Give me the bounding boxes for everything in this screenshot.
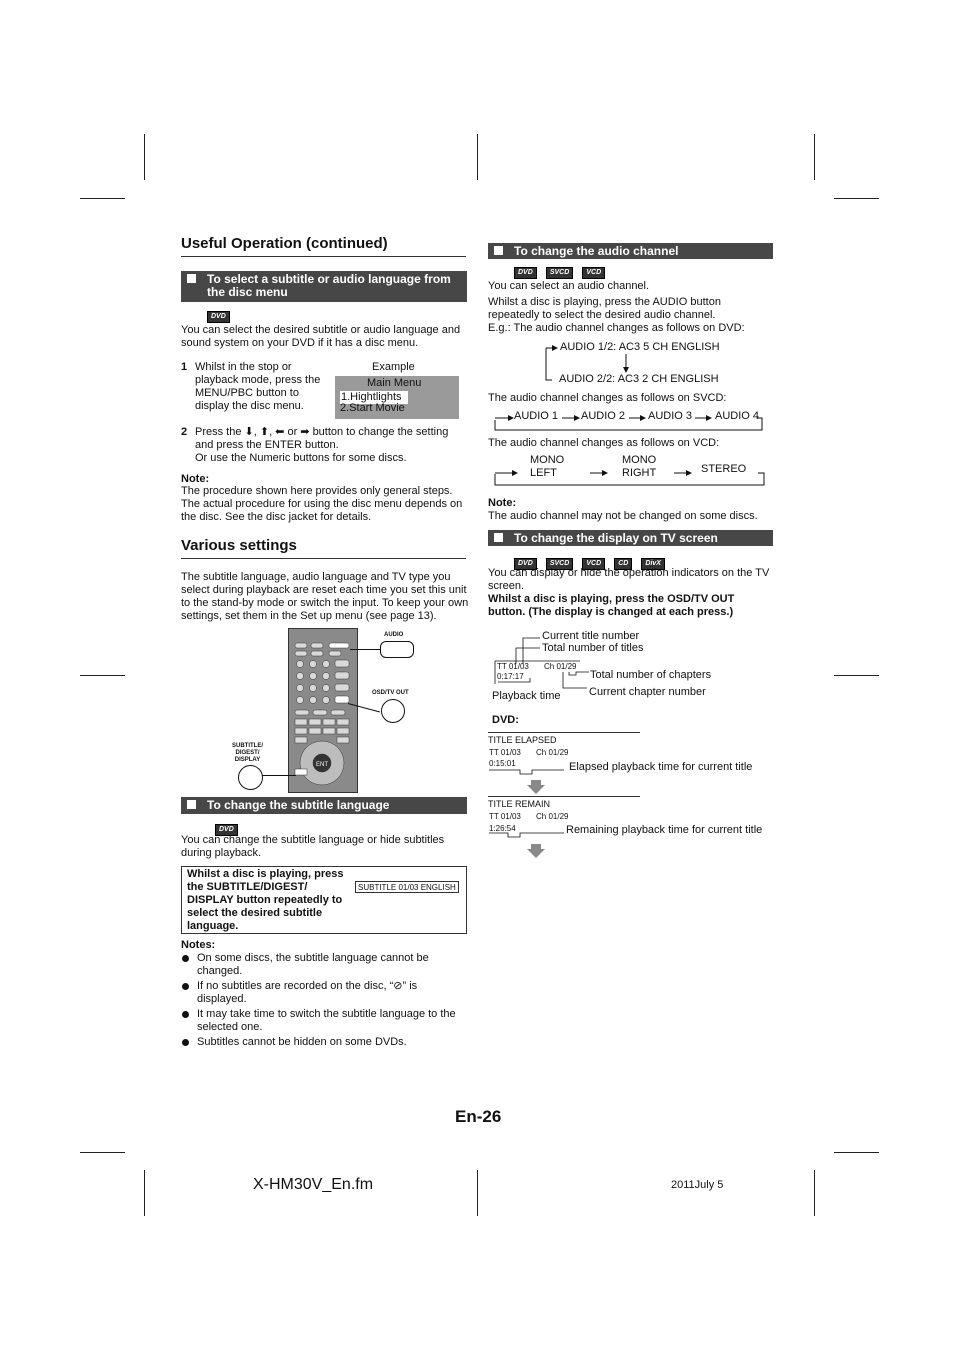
- text-line: You can select the desired subtitle or audio language and: [181, 324, 461, 336]
- label-current-chapter: Current chapter number: [589, 686, 706, 698]
- note-label: Note:: [181, 473, 210, 485]
- dvd-label: DVD:: [492, 714, 519, 726]
- divider: [181, 558, 466, 559]
- various-settings-title: Various settings: [181, 537, 297, 554]
- text-line: Whilst a disc is playing, press the AUDIO button: [488, 296, 721, 308]
- remote-buttons-graphic: [289, 629, 357, 792]
- callout-line: [350, 649, 380, 650]
- vcd-stereo: STEREO: [701, 463, 747, 475]
- subtitle-intro: [181, 834, 471, 860]
- bar-line: the disc menu: [207, 285, 288, 299]
- osd-tt-readout: TT 01/03: [497, 662, 529, 671]
- vcd-badge: VCD: [582, 558, 605, 570]
- text-line: settings, set them in the Set up menu (see page 13).: [181, 610, 437, 622]
- remote-control-illustration: [288, 628, 358, 793]
- text-line: the SUBTITLE/DIGEST/: [187, 881, 308, 893]
- text-line: sound system on your DVD if it has a disc menu.: [181, 337, 419, 349]
- elapsed-ch: Ch 01/29: [536, 748, 569, 757]
- text-line: You can select an audio channel.: [488, 280, 650, 292]
- arrow-stem: [531, 780, 541, 786]
- elapsed-title: TITLE ELAPSED: [488, 735, 557, 745]
- svcd-audio-1: AUDIO 1: [514, 410, 559, 422]
- list-item: It may take time to switch the subtitle language to the selected one.: [181, 1008, 471, 1034]
- osd-time-readout: 0:17:17: [497, 672, 524, 681]
- text-line: the disc. See the disc jacket for details.: [181, 511, 372, 523]
- square-icon: [494, 246, 503, 255]
- elapsed-callout-line: [488, 764, 568, 778]
- dvd-badge: DVD: [207, 311, 230, 323]
- crop-mark: [834, 675, 879, 676]
- display-instruction: [488, 593, 778, 619]
- display-intro: [488, 567, 778, 593]
- text-line: button. (The display is changed at each press.): [488, 606, 734, 618]
- crop-mark: [834, 198, 879, 199]
- crop-mark: [814, 1170, 815, 1216]
- footer-date: 2011July 5: [671, 1179, 724, 1191]
- elapsed-time: 0:15:01: [489, 759, 516, 768]
- divider: [488, 796, 640, 797]
- subtitle-instruction-box: [181, 866, 467, 934]
- list-item: Subtitles cannot be hidden on some DVDs.: [181, 1036, 471, 1049]
- label-playback-time: Playback time: [492, 690, 561, 702]
- arrow-down-icon: [527, 785, 545, 794]
- vcd-intro: The audio channel changes as follows on VCD:: [488, 437, 720, 449]
- divider: [181, 256, 466, 257]
- example-label: Example: [372, 361, 415, 373]
- dvd-audio-flow-arrows: [540, 340, 640, 385]
- subtitle-button-callout: [238, 765, 263, 790]
- divider: [488, 732, 640, 733]
- list-item: If no subtitles are recorded on the disc, “⊘” is displayed.: [181, 980, 471, 1006]
- audio-callout-label: AUDIO: [384, 632, 404, 638]
- remain-desc: Remaining playback time for current title: [566, 824, 763, 836]
- crop-mark: [477, 1170, 478, 1216]
- osd-button-callout: [381, 699, 405, 723]
- svcd-audio-2: AUDIO 2: [581, 410, 626, 422]
- text-line: Or use the Numeric buttons for some discs.: [195, 452, 407, 464]
- square-icon: [187, 274, 196, 283]
- text-line: E.g.: The audio channel changes as follows on DVD:: [488, 322, 745, 334]
- text-line: during playback.: [181, 847, 262, 859]
- step-1-text: [195, 361, 335, 413]
- disc-badges: [207, 309, 236, 323]
- svcd-flow-arrows: [492, 408, 767, 433]
- crop-mark: [144, 1170, 145, 1216]
- text-line: MONO: [622, 454, 657, 466]
- text-line: language.: [187, 920, 239, 932]
- remain-callout-line: [488, 827, 568, 841]
- note-text: The audio channel may not be changed on some discs.: [488, 510, 758, 522]
- text-line: LEFT: [530, 467, 557, 479]
- crop-mark: [80, 675, 125, 676]
- step-number: 1: [181, 361, 188, 373]
- remain-time: 1:26:54: [489, 824, 516, 833]
- text-line: Press the ⬇, ⬆, ⬅ or ➡ button to change the setting: [195, 426, 449, 438]
- remain-title: TITLE REMAIN: [488, 799, 551, 809]
- elapsed-tt: TT 01/03: [489, 748, 521, 757]
- crop-mark: [834, 1152, 879, 1153]
- disc-menu-intro: [181, 324, 471, 350]
- page-number: En-26: [455, 1107, 502, 1126]
- text-line: select during playback are reset each time you set this unit: [181, 584, 467, 596]
- square-icon: [494, 533, 503, 542]
- subtitle-osd-display: SUBTITLE 01/03 ENGLISH: [355, 881, 459, 893]
- bar-label: To change the display on TV screen: [514, 531, 718, 545]
- step-number: 2: [181, 426, 188, 438]
- remain-ch: Ch 01/29: [536, 812, 569, 821]
- text-line: display the disc menu.: [195, 400, 304, 412]
- text-line: playback mode, press the: [195, 374, 321, 386]
- arrow-down-icon: [527, 849, 545, 858]
- dvd-badge: DVD: [215, 824, 238, 836]
- text-line: Whilst a disc is playing, press: [187, 868, 344, 880]
- section-bar-disc-menu: [181, 271, 467, 302]
- step-2-text: [195, 426, 470, 465]
- text-line: The actual procedure for using the disc menu depends on: [181, 498, 463, 510]
- dvd-badge: DVD: [514, 558, 537, 570]
- elapsed-desc: Elapsed playback time for current title: [569, 761, 753, 773]
- svcd-audio-4: AUDIO 4: [715, 410, 760, 422]
- notes-list: [181, 952, 471, 1051]
- text-line: You can change the subtitle language or hide subtitles: [181, 834, 445, 846]
- audio-badges: [514, 265, 611, 279]
- section-title: Useful Operation (continued): [181, 235, 388, 252]
- osd-callout-lines: [490, 634, 600, 694]
- menu-item: 2.Start Movie: [340, 402, 405, 414]
- section-bar-display: [488, 530, 773, 546]
- text-line: repeatedly to select the desired audio channel.: [488, 309, 716, 321]
- text-line: You can display or hide the operation indicators on the TV: [488, 567, 770, 579]
- text-line: DISPLAY: [234, 757, 261, 763]
- dvd-badge: DVD: [514, 267, 537, 279]
- notes-label: Notes:: [181, 939, 216, 951]
- text-line: MENU/PBC button to: [195, 387, 299, 399]
- text-line: DISPLAY button repeatedly to: [187, 894, 343, 906]
- audio-button-callout: [380, 641, 414, 658]
- cd-badge: CD: [614, 558, 632, 570]
- text-line: Whilst a disc is playing, press the OSD/TV OUT: [488, 593, 735, 605]
- text-line: SUBTITLE/: [232, 743, 263, 749]
- label-current-title: Current title number: [542, 630, 640, 642]
- text-line: MONO: [530, 454, 565, 466]
- text-line: The subtitle language, audio language and TV type you: [181, 571, 451, 583]
- crop-mark: [80, 1152, 125, 1153]
- bar-label: To change the subtitle language: [207, 798, 390, 812]
- text-line: Whilst in the stop or: [195, 361, 292, 373]
- text-line: RIGHT: [622, 467, 657, 479]
- audio-intro: [488, 280, 778, 335]
- subtitle-callout-label: [232, 743, 263, 764]
- section-bar-audio: [488, 243, 773, 259]
- crop-mark: [80, 198, 125, 199]
- text-line: The procedure shown here provides only general steps.: [181, 485, 453, 497]
- footer-filename: X-HM30V_En.fm: [253, 1176, 374, 1193]
- svcd-audio-3: AUDIO 3: [648, 410, 693, 422]
- section-bar-subtitle: [181, 797, 467, 814]
- text-line: and press the ENTER button.: [195, 439, 339, 451]
- bar-label: To change the audio channel: [514, 244, 679, 258]
- label-total-titles: Total number of titles: [542, 642, 644, 654]
- vcd-flow-arrows: [492, 460, 767, 488]
- bar-line: To select a subtitle or audio language from: [207, 272, 451, 286]
- text-line: screen.: [488, 580, 525, 592]
- remain-tt: TT 01/03: [489, 812, 521, 821]
- crop-mark: [814, 134, 815, 180]
- menu-item-highlighted: 1.Hightlights: [340, 391, 408, 404]
- arrow-stem: [531, 844, 541, 850]
- menu-title: Main Menu: [367, 377, 422, 389]
- svcd-badge: SVCD: [546, 267, 573, 279]
- square-icon: [187, 800, 196, 809]
- note-label: Note:: [488, 497, 517, 509]
- crop-mark: [477, 134, 478, 180]
- svcd-badge: SVCD: [546, 558, 573, 570]
- list-item: On some discs, the subtitle language cannot be changed.: [181, 952, 471, 978]
- callout-line: [262, 775, 296, 776]
- osd-ch-readout: Ch 01/29: [544, 662, 577, 671]
- osd-callout-label: OSD/TV OUT: [372, 690, 409, 696]
- note-text: [181, 485, 471, 524]
- vcd-badge: VCD: [582, 267, 605, 279]
- divx-badge: DivX: [641, 558, 665, 570]
- label-total-chapters: Total number of chapters: [590, 669, 712, 681]
- example-menu-screen: [335, 376, 459, 419]
- instruction-text: [187, 868, 355, 933]
- crop-mark: [144, 134, 145, 180]
- various-settings-text: [181, 571, 471, 623]
- svcd-intro: The audio channel changes as follows on SVCD:: [488, 392, 727, 404]
- text-line: select the desired subtitle: [187, 907, 323, 919]
- text-line: to the stand-by mode or switch the input. To keep your own: [181, 597, 469, 609]
- text-line: DIGEST/: [235, 750, 260, 756]
- dvd-audio-option-2: AUDIO 2/2: AC3 2 CH ENGLISH: [559, 373, 719, 385]
- dvd-audio-option-1: AUDIO 1/2: AC3 5 CH ENGLISH: [560, 341, 720, 353]
- svg-text:ENT: ENT: [316, 762, 328, 768]
